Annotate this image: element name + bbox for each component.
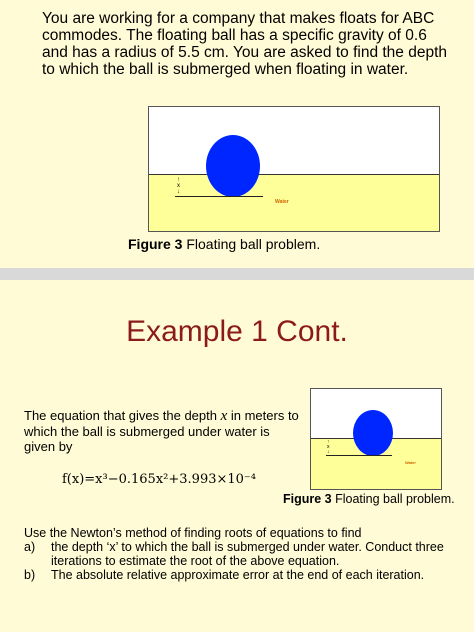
task-intro: Use the Newton’s method of finding roots of equations to find — [24, 526, 362, 540]
slide-problem — [0, 0, 474, 268]
water-label: Water — [405, 460, 416, 465]
water-label: Water — [275, 199, 289, 205]
ball — [353, 410, 393, 456]
depth-marker-x: ↑ x ↓ — [177, 177, 180, 195]
slide-title: Example 1 Cont. — [126, 315, 348, 348]
submerged-depth-line — [175, 196, 263, 197]
figure-caption: Figure 3 Floating ball problem. — [128, 236, 321, 252]
task-item-a: a) the depth ‘x’ to which the ball is submerged under water. Conduct three iterations to estimate the root of the above equation. — [24, 540, 444, 568]
depth-marker-x: ↑ x ↓ — [327, 439, 330, 455]
water-region — [149, 174, 439, 231]
task-item-b: b) The absolute relative approximate error at the end of each iteration. — [24, 568, 425, 582]
floating-ball-figure — [148, 106, 440, 232]
ball — [206, 135, 260, 197]
task-list — [24, 540, 464, 582]
task-block — [24, 526, 464, 582]
floating-ball-figure-small — [310, 388, 442, 490]
slide-example — [0, 280, 474, 632]
slide-divider — [0, 268, 474, 280]
problem-statement: You are working for a company that makes floats for ABC commodes. The floating ball has a specific gravity of 0.6 and has a radius of 5.5 cm. You are asked to find the depth to which the ball is submerged when floating in water. — [42, 10, 448, 78]
equation-intro: The equation that gives the depth x in meters to which the ball is submerged under water is given by — [24, 408, 299, 454]
equation-formula: f(x)=x³−0.165x²+3.993×10⁻⁴ — [62, 472, 256, 487]
figure-caption: Figure 3 Floating ball problem. — [283, 492, 455, 506]
submerged-depth-line — [326, 455, 392, 456]
